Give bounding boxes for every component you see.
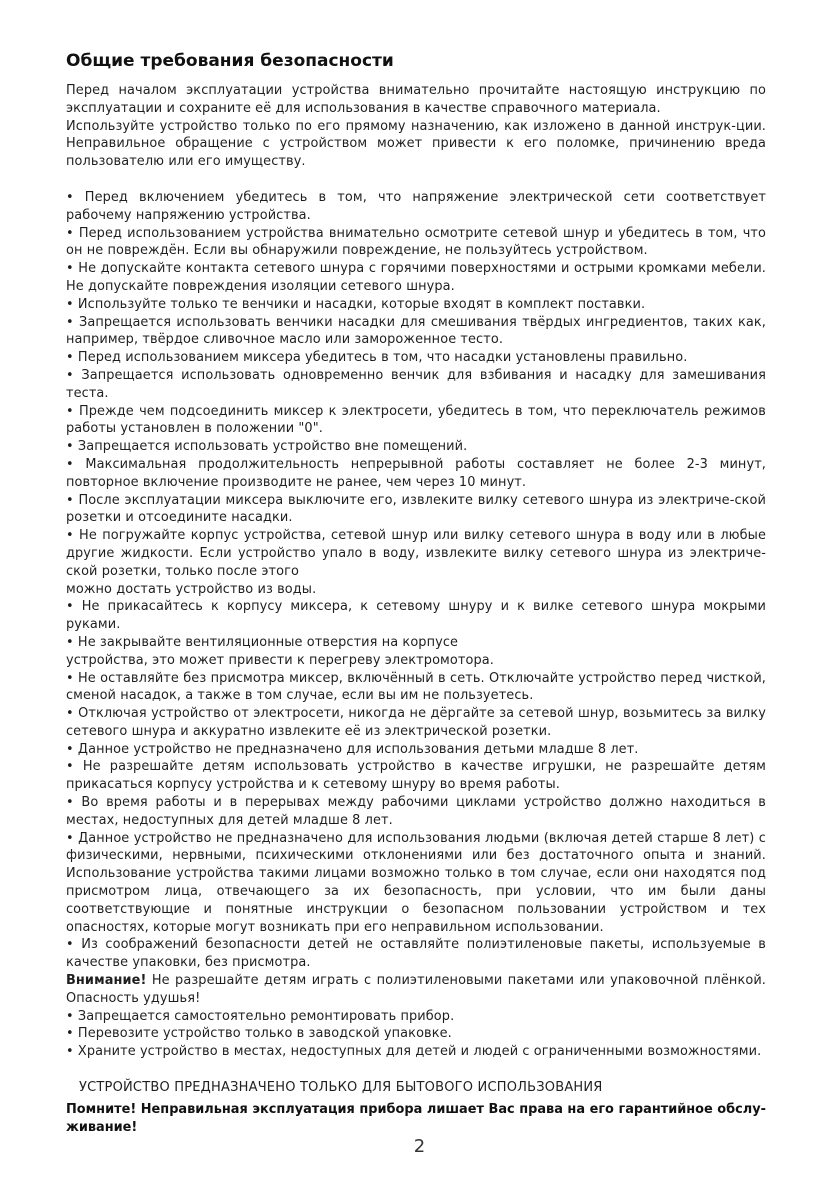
list-item: • Запрещается самостоятельно ремонтировать прибор. [66,1008,455,1024]
list-item: • Не оставляйте без присмотра миксер, включённый в сеть. Отключайте устройство перед чисткой, сменой насадок, а также в том случае, если вы им не пользуетесь. [66,670,766,704]
list-item: • Отключая устройство от электросети, никогда не дёргайте за сетевой шнур, возьмитесь за вилку сетевого шнура и аккуратно извлеките её из электрической розетки. [66,706,766,739]
list-item: • Не разрешайте детям использовать устройство в качестве игрушки, не разрешайте детям прикасаться корпусу устройства и к сетевому шнуру во время работы. [66,759,766,793]
list-item: • Перед использованием устройства внимательно осмотрите сетевой шнур и убедитесь в том, что он не повреждён. Если вы обнаружили повреждение, не пользуйтесь устройством. [66,225,766,259]
intro-section [66,82,766,171]
list-item: • Запрещается использовать одновременно венчик для взбивания и насадку для замешивания теста. [66,367,766,401]
intro-paragraph-1: Перед началом эксплуатации устройства внимательно прочитайте настоящую инструкцию по эксплуатации и сохраните её для использования в качестве справочного материала. [66,83,766,116]
list-item: • Данное устройство не предназначено для использования детьми младше 8 лет. [66,741,639,757]
safety-bullets-list [66,189,766,1061]
page-number: 2 [413,1136,426,1157]
list-item: • Прежде чем подсоединить миксер к электросети, убедитесь в том, что переключатель режимов работы установлен в положении "0". [66,403,766,437]
list-item: • Данное устройство не предназначено для использования людьми (включая детей старше 8 лет) с физическими, нервными, психическими отклонениями или без достаточного опыта и знаний. Использование устройства такими лицами возможно только в том случае, если они находятся под присмотром лица, отвечающего за их безопасность, при условии, что им были даны соответствующие и понятные инструкции о безопасном пользовании устройством и тех опасностях, которые могут возникать при его неправильном использовании. [66,830,766,935]
list-item: • Перед включением убедитесь в том, что напряжение электрической сети соответствует рабочему напряжению устройства. [66,189,766,223]
list-item: • Не прикасайтесь к корпусу миксера, к сетевому шнуру и к вилке сетевого шнура мокрыми руками. [66,599,766,633]
list-item: • Во время работы и в перерывах между рабочими циклами устройство должно находиться в местах, недоступных для детей младше 8 лет. [66,795,766,828]
list-item: • Не закрывайте вентиляционные отверстия на корпусе [66,634,459,650]
list-item: • Максимальная продолжительность непрерывной работы составляет не более 2-3 минут, повторное включение производите не ранее, чем через 10 минут. [66,456,766,490]
list-item: • Перед использованием миксера убедитесь в том, что насадки установлены правильно. [66,350,688,366]
list-item: • Из соображений безопасности детей не оставляйте полиэтиленовые пакеты, используемые в качестве упаковки, без присмотра. [66,937,766,971]
document-page [66,50,766,1137]
list-item: можно достать устройство из воды. [66,581,317,597]
household-use-notice: УСТРОЙСТВО ПРЕДНАЗНАЧЕНО ТОЛЬКО ДЛЯ БЫТОВОГО ИСПОЛЬЗОВАНИЯ [79,1080,603,1096]
list-item: • После эксплуатации миксера выключите его, извлеките вилку сетевого шнура из электриче-ской розетки и отсоедините насадки. [66,492,766,526]
warning-text: Не разрешайте детям играть с полиэтиленовыми пакетами или упаковочной плёнкой. Опасность удушья! [66,973,766,1006]
warning-paragraph [66,972,766,1008]
list-item: • Не допускайте контакта сетевого шнура с горячими поверхностями и острыми кромками мебели. Не допускайте повреждения изоляции сетевого шнура. [66,261,766,294]
warranty-reminder: Помните! Неправильная эксплуатация прибора лишает Вас права на его гарантийное обслу-живание! [66,1102,766,1135]
intro-paragraph-2: Используйте устройство только по его прямому назначению, как изложено в данной инструк-ции. Неправильное обращение с устройством может привести к его поломке, причинению вреда пользователю или его имуществу. [66,118,766,170]
list-item: • Храните устройство в местах, недоступных для детей и людей с ограниченными возможностями. [66,1044,762,1060]
list-item: • Запрещается использовать венчики насадки для смешивания твёрдых ингредиентов, таких как, например, твёрдое сливочное масло или замороженное тесто. [66,314,766,348]
list-item: устройства, это может привести к перегреву электромотора. [66,652,494,668]
list-item: • Перевозите устройство только в заводской упаковке. [66,1026,452,1042]
page-title: Общие требования безопасности [66,51,394,71]
warning-label: Внимание! [66,973,147,989]
list-item: • Не погружайте корпус устройства, сетевой шнур или вилку сетевого шнура в воду или в любые другие жидкости. Если устройство упало в воду, извлеките вилку сетевого шнура из электриче-ской розетки, только после этого [66,528,766,579]
list-item: • Используйте только те венчики и насадки, которые входят в комплект поставки. [66,296,646,312]
list-item: • Запрещается использовать устройство вне помещений. [66,439,468,455]
